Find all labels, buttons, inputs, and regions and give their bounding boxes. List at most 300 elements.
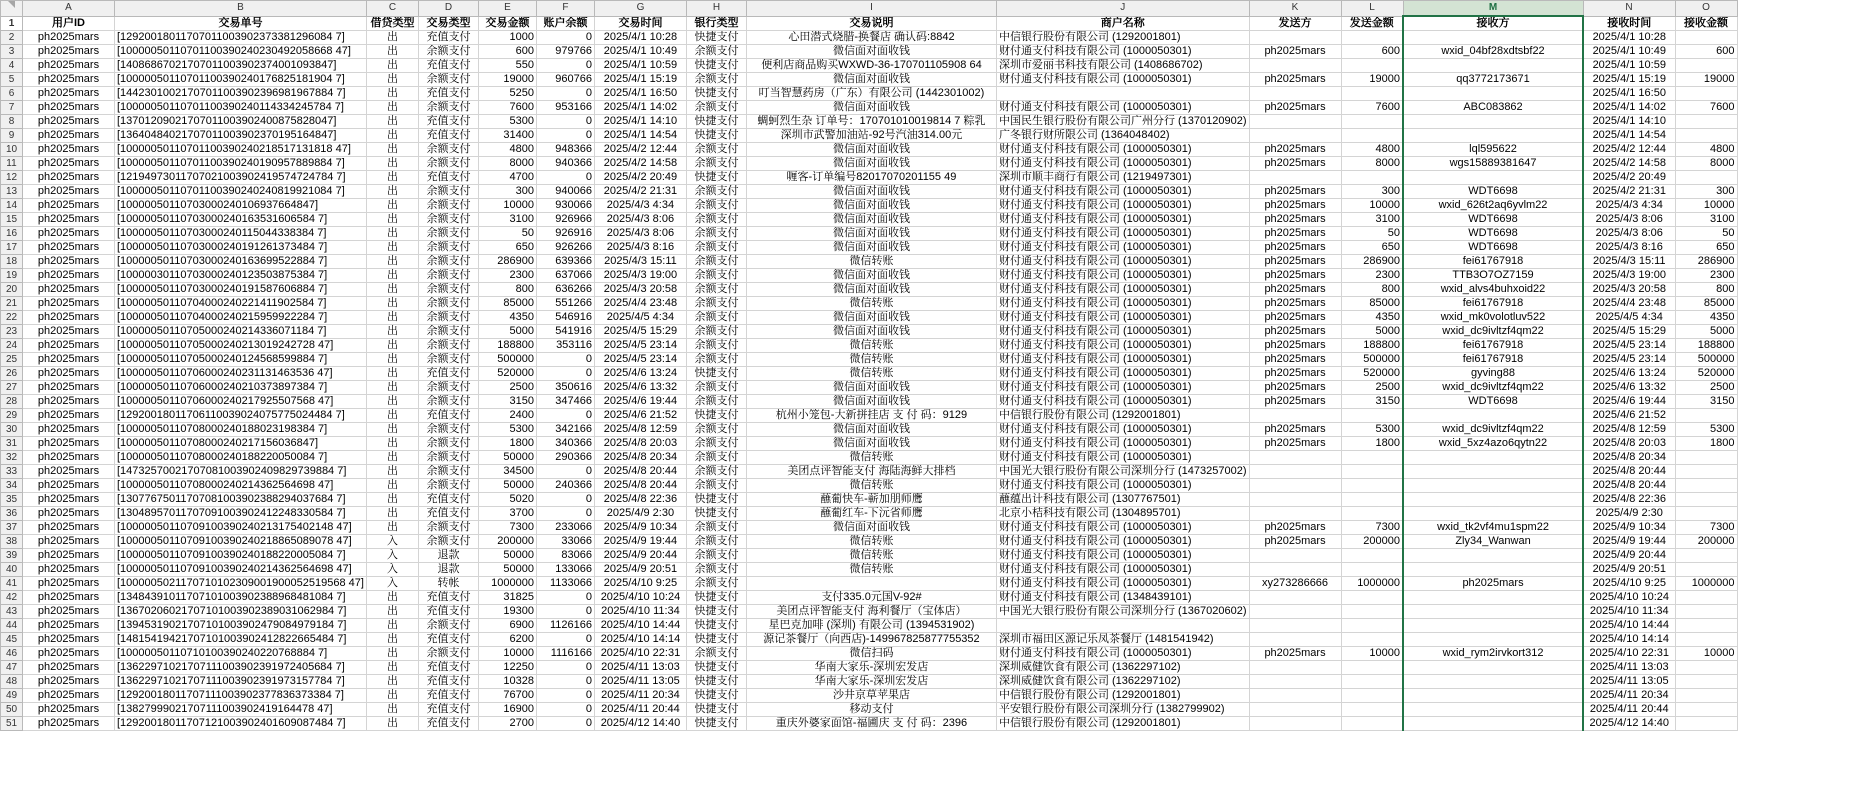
cell-k[interactable]: ph2025mars — [1249, 45, 1341, 59]
cell-b[interactable]: [10000050110705000240213019242728 47] — [115, 339, 367, 353]
cell-h[interactable]: 余额支付 — [686, 339, 746, 353]
cell-d[interactable]: 余额支付 — [418, 255, 478, 269]
cell-j[interactable]: 中国光大银行股份有限公司深圳分行 (1473257002) — [996, 465, 1249, 479]
cell-f[interactable]: 979766 — [536, 45, 594, 59]
cell-c[interactable]: 出 — [366, 199, 418, 213]
cell-a[interactable]: ph2025mars — [23, 73, 115, 87]
cell-a[interactable]: ph2025mars — [23, 689, 115, 703]
cell-c[interactable]: 出 — [366, 157, 418, 171]
cell-f[interactable]: 340366 — [536, 437, 594, 451]
row-header[interactable]: 41 — [1, 577, 23, 591]
cell-o[interactable] — [1675, 479, 1737, 493]
cell-k[interactable]: ph2025mars — [1249, 283, 1341, 297]
cell-o[interactable] — [1675, 549, 1737, 563]
row-header[interactable]: 25 — [1, 353, 23, 367]
cell-c[interactable]: 出 — [366, 479, 418, 493]
cell-d[interactable]: 充值支付 — [418, 409, 478, 423]
row-header[interactable]: 51 — [1, 717, 23, 731]
cell-k[interactable]: ph2025mars — [1249, 311, 1341, 325]
cell-m[interactable] — [1403, 31, 1583, 45]
cell-d[interactable]: 余额支付 — [418, 325, 478, 339]
cell-n[interactable]: 2025/4/5 23:14 — [1583, 339, 1675, 353]
cell-k[interactable] — [1249, 605, 1341, 619]
cell-b[interactable]: [14815419421707101003902412822665484 7] — [115, 633, 367, 647]
cell-a[interactable]: ph2025mars — [23, 199, 115, 213]
cell-e[interactable]: 5250 — [478, 87, 536, 101]
cell-a[interactable]: ph2025mars — [23, 577, 115, 591]
cell-e[interactable]: 10000 — [478, 647, 536, 661]
cell-d[interactable]: 余额支付 — [418, 73, 478, 87]
cell-h[interactable]: 快捷支付 — [686, 619, 746, 633]
cell-a[interactable]: ph2025mars — [23, 591, 115, 605]
cell-b[interactable]: [13701209021707011003902400875828047] — [115, 115, 367, 129]
table-row[interactable] — [1, 689, 1738, 703]
cell-k[interactable] — [1249, 129, 1341, 143]
cell-b[interactable]: [1000005021170710102309001900052519568 47] — [115, 577, 367, 591]
cell-a[interactable]: ph2025mars — [23, 535, 115, 549]
cell-a[interactable]: ph2025mars — [23, 143, 115, 157]
cell-e[interactable]: 200000 — [478, 535, 536, 549]
cell-d[interactable]: 充值支付 — [418, 115, 478, 129]
cell-o[interactable] — [1675, 619, 1737, 633]
cell-l[interactable] — [1341, 87, 1403, 101]
cell-f[interactable]: 0 — [536, 675, 594, 689]
cell-d[interactable]: 充值支付 — [418, 507, 478, 521]
cell-a[interactable]: ph2025mars — [23, 423, 115, 437]
cell-o[interactable]: 4350 — [1675, 311, 1737, 325]
cell-j[interactable]: 财付通支付科技有限公司 (1000050301) — [996, 325, 1249, 339]
cell-l[interactable] — [1341, 717, 1403, 731]
cell-d[interactable]: 余额支付 — [418, 101, 478, 115]
cell-h[interactable]: 余额支付 — [686, 101, 746, 115]
cell-d[interactable]: 余额支付 — [418, 199, 478, 213]
cell-h[interactable]: 余额支付 — [686, 423, 746, 437]
cell-d[interactable]: 余额支付 — [418, 339, 478, 353]
cell-d[interactable]: 余额支付 — [418, 465, 478, 479]
cell-e[interactable]: 6200 — [478, 633, 536, 647]
cell-a[interactable]: ph2025mars — [23, 395, 115, 409]
cell-a[interactable]: ph2025mars — [23, 521, 115, 535]
cell-a[interactable]: ph2025mars — [23, 283, 115, 297]
cell-j[interactable]: 财付通支付科技有限公司 (1000050301) — [996, 381, 1249, 395]
cell-g[interactable]: 2025/4/3 8:06 — [594, 213, 686, 227]
cell-h[interactable]: 余额支付 — [686, 479, 746, 493]
cell-n[interactable]: 2025/4/2 12:44 — [1583, 143, 1675, 157]
cell-l[interactable]: 3150 — [1341, 395, 1403, 409]
cell-m[interactable] — [1403, 563, 1583, 577]
cell-h[interactable]: 余额支付 — [686, 395, 746, 409]
row-header[interactable]: 5 — [1, 73, 23, 87]
cell-l[interactable]: 1000000 — [1341, 577, 1403, 591]
cell-c[interactable]: 入 — [366, 549, 418, 563]
cell-g[interactable]: 2025/4/8 20:03 — [594, 437, 686, 451]
cell-f[interactable]: 940066 — [536, 185, 594, 199]
column-header-l[interactable]: L — [1341, 1, 1403, 17]
cell-l[interactable] — [1341, 59, 1403, 73]
cell-n[interactable]: 2025/4/2 20:49 — [1583, 171, 1675, 185]
cell-j[interactable]: 财付通支付科技有限公司 (1000050301) — [996, 367, 1249, 381]
cell-a[interactable]: ph2025mars — [23, 451, 115, 465]
cell-g[interactable]: 2025/4/8 20:44 — [594, 479, 686, 493]
cell-o[interactable] — [1675, 717, 1737, 731]
cell-l[interactable]: 500000 — [1341, 353, 1403, 367]
row-header[interactable]: 26 — [1, 367, 23, 381]
cell-h[interactable]: 余额支付 — [686, 227, 746, 241]
cell-l[interactable]: 300 — [1341, 185, 1403, 199]
cell-a[interactable]: ph2025mars — [23, 619, 115, 633]
cell-h[interactable]: 快捷支付 — [686, 689, 746, 703]
cell-d[interactable]: 余额支付 — [418, 241, 478, 255]
table-row[interactable] — [1, 493, 1738, 507]
cell-b[interactable]: [10000050110705000240214336071184 7] — [115, 325, 367, 339]
cell-j[interactable]: 深圳威健饮食有限公司 (1362297102) — [996, 675, 1249, 689]
cell-o[interactable]: 1000000 — [1675, 577, 1737, 591]
cell-o[interactable]: 600 — [1675, 45, 1737, 59]
cell-j[interactable]: 财付通支付科技有限公司 (1000050301) — [996, 353, 1249, 367]
cell-f[interactable]: 953166 — [536, 101, 594, 115]
cell-b[interactable]: [10000050110703000240191261373484 7] — [115, 241, 367, 255]
cell-f[interactable]: 960766 — [536, 73, 594, 87]
cell-l[interactable]: 3100 — [1341, 213, 1403, 227]
cell-g[interactable]: 2025/4/6 13:24 — [594, 367, 686, 381]
cell-b[interactable]: [13640484021707011003902370195164847] — [115, 129, 367, 143]
cell-a[interactable]: ph2025mars — [23, 465, 115, 479]
cell-k[interactable]: ph2025mars — [1249, 213, 1341, 227]
cell-i[interactable]: 微信面对面收钱 — [746, 395, 996, 409]
cell-i[interactable]: 沙井京草苹果店 — [746, 689, 996, 703]
cell-e[interactable]: 50 — [478, 227, 536, 241]
cell-k[interactable]: ph2025mars — [1249, 437, 1341, 451]
cell-k[interactable]: ph2025mars — [1249, 535, 1341, 549]
cell-h[interactable]: 余额支付 — [686, 577, 746, 591]
cell-m[interactable] — [1403, 479, 1583, 493]
cell-f[interactable]: 0 — [536, 717, 594, 731]
cell-k[interactable] — [1249, 59, 1341, 73]
table-row[interactable] — [1, 101, 1738, 115]
cell-j[interactable]: 财付通支付科技有限公司 (1000050301) — [996, 157, 1249, 171]
cell-j[interactable]: 财付通支付科技有限公司 (1000050301) — [996, 437, 1249, 451]
cell-c[interactable]: 出 — [366, 59, 418, 73]
cell-i[interactable]: 杭州小笼包-大新拼挂店 支 付 码：9129 — [746, 409, 996, 423]
cell-g[interactable]: 2025/4/1 15:19 — [594, 73, 686, 87]
cell-a[interactable]: ph2025mars — [23, 409, 115, 423]
cell-m[interactable] — [1403, 591, 1583, 605]
cell-k[interactable] — [1249, 633, 1341, 647]
column-header-i[interactable]: I — [746, 1, 996, 17]
cell-b[interactable]: [10000050110706000240210373897384 7] — [115, 381, 367, 395]
cell-h[interactable]: 余额支付 — [686, 73, 746, 87]
cell-c[interactable]: 出 — [366, 129, 418, 143]
table-row[interactable] — [1, 353, 1738, 367]
cell-e[interactable]: 31400 — [478, 129, 536, 143]
cell-h[interactable]: 余额支付 — [686, 451, 746, 465]
cell-h[interactable]: 余额支付 — [686, 563, 746, 577]
cell-g[interactable]: 2025/4/11 20:44 — [594, 703, 686, 717]
cell-b[interactable]: [10000030110703000240123503875384 7] — [115, 269, 367, 283]
cell-e[interactable]: 50000 — [478, 451, 536, 465]
cell-d[interactable]: 充值支付 — [418, 493, 478, 507]
cell-b[interactable]: [10000050110701100390240218517131818 47] — [115, 143, 367, 157]
cell-i[interactable]: 微信面对面收钱 — [746, 283, 996, 297]
cell-m[interactable]: fei61767918 — [1403, 255, 1583, 269]
cell-g[interactable]: 2025/4/10 14:14 — [594, 633, 686, 647]
cell-d[interactable]: 充值支付 — [418, 171, 478, 185]
cell-g[interactable]: 2025/4/11 20:34 — [594, 689, 686, 703]
cell-m[interactable] — [1403, 675, 1583, 689]
cell-g[interactable]: 2025/4/5 23:14 — [594, 339, 686, 353]
cell-f[interactable]: 233066 — [536, 521, 594, 535]
table-row[interactable] — [1, 31, 1738, 45]
cell-h[interactable]: 快捷支付 — [686, 129, 746, 143]
cell-f[interactable]: 0 — [536, 87, 594, 101]
cell-n[interactable]: 2025/4/1 15:19 — [1583, 73, 1675, 87]
cell-n[interactable]: 2025/4/9 10:34 — [1583, 521, 1675, 535]
cell-i[interactable]: 微信转账 — [746, 479, 996, 493]
cell-a[interactable]: ph2025mars — [23, 171, 115, 185]
cell-a[interactable]: ph2025mars — [23, 717, 115, 731]
row-header[interactable]: 40 — [1, 563, 23, 577]
cell-i[interactable]: 微信面对面收钱 — [746, 325, 996, 339]
cell-n[interactable]: 2025/4/10 11:34 — [1583, 605, 1675, 619]
row-header[interactable]: 23 — [1, 325, 23, 339]
row-header[interactable]: 18 — [1, 255, 23, 269]
cell-o[interactable] — [1675, 675, 1737, 689]
cell-n[interactable]: 2025/4/10 14:14 — [1583, 633, 1675, 647]
row-header[interactable]: 9 — [1, 129, 23, 143]
cell-k[interactable] — [1249, 451, 1341, 465]
cell-o[interactable]: 10000 — [1675, 647, 1737, 661]
cell-f[interactable]: 353116 — [536, 339, 594, 353]
row-header[interactable]: 2 — [1, 31, 23, 45]
cell-o[interactable]: 5000 — [1675, 325, 1737, 339]
cell-d[interactable]: 余额支付 — [418, 311, 478, 325]
cell-b[interactable]: [10000050110708000240188023198384 7] — [115, 423, 367, 437]
cell-d[interactable]: 充值支付 — [418, 689, 478, 703]
cell-j[interactable]: 财付通支付科技有限公司 (1000050301) — [996, 185, 1249, 199]
cell-i[interactable]: 微信面对面收钱 — [746, 227, 996, 241]
cell-d[interactable]: 余额支付 — [418, 143, 478, 157]
cell-b[interactable]: [13077675011707081003902388294037684 7] — [115, 493, 367, 507]
cell-e[interactable]: 12250 — [478, 661, 536, 675]
cell-l[interactable] — [1341, 661, 1403, 675]
cell-k[interactable]: ph2025mars — [1249, 255, 1341, 269]
cell-m[interactable] — [1403, 115, 1583, 129]
cell-n[interactable]: 2025/4/9 2:30 — [1583, 507, 1675, 521]
cell-m[interactable]: wxid_alvs4buhxoid22 — [1403, 283, 1583, 297]
cell-c[interactable]: 出 — [366, 409, 418, 423]
row-header[interactable]: 15 — [1, 213, 23, 227]
cell-a[interactable]: ph2025mars — [23, 185, 115, 199]
column-header-j[interactable]: J — [996, 1, 1249, 17]
cell-e[interactable]: 19300 — [478, 605, 536, 619]
cell-e[interactable]: 5000 — [478, 325, 536, 339]
cell-m[interactable] — [1403, 493, 1583, 507]
cell-d[interactable]: 余额支付 — [418, 423, 478, 437]
cell-i[interactable]: 微信面对面收钱 — [746, 423, 996, 437]
cell-g[interactable]: 2025/4/9 20:51 — [594, 563, 686, 577]
cell-e[interactable]: 286900 — [478, 255, 536, 269]
cell-h[interactable]: 快捷支付 — [686, 591, 746, 605]
cell-k[interactable]: ph2025mars — [1249, 143, 1341, 157]
cell-o[interactable] — [1675, 409, 1737, 423]
cell-b[interactable]: [10000050110709100390240213175402148 47] — [115, 521, 367, 535]
cell-o[interactable]: 3100 — [1675, 213, 1737, 227]
cell-m[interactable]: fei61767918 — [1403, 353, 1583, 367]
cell-a[interactable]: ph2025mars — [23, 633, 115, 647]
cell-n[interactable]: 2025/4/8 20:34 — [1583, 451, 1675, 465]
cell-b[interactable]: [10000050110703000240191587606884 7] — [115, 283, 367, 297]
cell-j[interactable]: 深圳市福田区源记乐凤茶餐厅 (1481541942) — [996, 633, 1249, 647]
cell-i[interactable]: 支付335.0元国V-92# — [746, 591, 996, 605]
cell-f[interactable]: 290366 — [536, 451, 594, 465]
cell-b[interactable]: [10000050110704000240221411902584 7] — [115, 297, 367, 311]
table-row[interactable] — [1, 451, 1738, 465]
cell-m[interactable] — [1403, 59, 1583, 73]
cell-l[interactable]: 800 — [1341, 283, 1403, 297]
row-header[interactable]: 20 — [1, 283, 23, 297]
cell-i[interactable]: 蘸葡红车-下沅省师鹰 — [746, 507, 996, 521]
cell-j[interactable]: 财付通支付科技有限公司 (1348439101) — [996, 591, 1249, 605]
cell-b[interactable]: [10000050110703000240115044338384 7] — [115, 227, 367, 241]
table-row[interactable] — [1, 339, 1738, 353]
cell-a[interactable]: ph2025mars — [23, 59, 115, 73]
cell-a[interactable]: ph2025mars — [23, 507, 115, 521]
table-row[interactable] — [1, 325, 1738, 339]
cell-m[interactable]: WDT6698 — [1403, 213, 1583, 227]
column-header-b[interactable]: B — [115, 1, 367, 17]
cell-f[interactable]: 1133066 — [536, 577, 594, 591]
cell-l[interactable]: 4350 — [1341, 311, 1403, 325]
cell-h[interactable]: 余额支付 — [686, 199, 746, 213]
cell-c[interactable]: 出 — [366, 675, 418, 689]
row-header[interactable]: 22 — [1, 311, 23, 325]
cell-f[interactable]: 0 — [536, 703, 594, 717]
cell-a[interactable]: ph2025mars — [23, 213, 115, 227]
cell-l[interactable]: 85000 — [1341, 297, 1403, 311]
cell-b[interactable]: [10000050110705000240124568599884 7] — [115, 353, 367, 367]
cell-b[interactable]: [12194973011707021003902419574724784 7] — [115, 171, 367, 185]
cell-a[interactable]: ph2025mars — [23, 647, 115, 661]
cell-l[interactable] — [1341, 31, 1403, 45]
cell-c[interactable]: 出 — [366, 339, 418, 353]
cell-m[interactable] — [1403, 619, 1583, 633]
cell-h[interactable]: 余额支付 — [686, 521, 746, 535]
cell-g[interactable]: 2025/4/9 2:30 — [594, 507, 686, 521]
cell-l[interactable] — [1341, 549, 1403, 563]
cell-j[interactable]: 中信银行股份有限公司 (1292001801) — [996, 409, 1249, 423]
cell-j[interactable]: 财付通支付科技有限公司 (1000050301) — [996, 563, 1249, 577]
cell-i[interactable]: 微信面对面收钱 — [746, 143, 996, 157]
cell-m[interactable] — [1403, 465, 1583, 479]
cell-n[interactable]: 2025/4/3 20:58 — [1583, 283, 1675, 297]
cell-c[interactable]: 出 — [366, 269, 418, 283]
cell-g[interactable]: 2025/4/3 20:58 — [594, 283, 686, 297]
cell-m[interactable]: fei61767918 — [1403, 339, 1583, 353]
row-header[interactable]: 34 — [1, 479, 23, 493]
cell-k[interactable] — [1249, 31, 1341, 45]
cell-a[interactable]: ph2025mars — [23, 339, 115, 353]
cell-b[interactable]: [10000050110706000240231131463536 47] — [115, 367, 367, 381]
cell-m[interactable]: TTB3O7OZ7159 — [1403, 269, 1583, 283]
cell-o[interactable]: 2500 — [1675, 381, 1737, 395]
cell-c[interactable]: 出 — [366, 395, 418, 409]
cell-n[interactable]: 2025/4/11 13:03 — [1583, 661, 1675, 675]
cell-g[interactable]: 2025/4/6 21:52 — [594, 409, 686, 423]
cell-o[interactable] — [1675, 451, 1737, 465]
cell-j[interactable]: 财付通支付科技有限公司 (1000050301) — [996, 101, 1249, 115]
cell-m[interactable] — [1403, 451, 1583, 465]
cell-m[interactable]: wgs15889381647 — [1403, 157, 1583, 171]
cell-c[interactable]: 出 — [366, 31, 418, 45]
cell-l[interactable] — [1341, 563, 1403, 577]
row-header[interactable]: 30 — [1, 423, 23, 437]
cell-c[interactable]: 出 — [366, 283, 418, 297]
cell-b[interactable]: [12920018011707121003902401609087484 7] — [115, 717, 367, 731]
cell-i[interactable]: 微信转账 — [746, 563, 996, 577]
cell-i[interactable]: 华南大家乐-深圳宏发店 — [746, 661, 996, 675]
cell-o[interactable]: 5300 — [1675, 423, 1737, 437]
cell-c[interactable]: 出 — [366, 647, 418, 661]
table-row[interactable] — [1, 633, 1738, 647]
cell-j[interactable]: 财付通支付科技有限公司 (1000050301) — [996, 297, 1249, 311]
cell-g[interactable]: 2025/4/1 16:50 — [594, 87, 686, 101]
cell-h[interactable]: 快捷支付 — [686, 59, 746, 73]
table-row[interactable] — [1, 59, 1738, 73]
cell-n[interactable]: 2025/4/3 8:06 — [1583, 227, 1675, 241]
cell-i[interactable]: 源记茶餐厅（向西店)-149967825877755352 — [746, 633, 996, 647]
cell-j[interactable]: 财付通支付科技有限公司 (1000050301) — [996, 479, 1249, 493]
cell-l[interactable]: 10000 — [1341, 647, 1403, 661]
cell-o[interactable] — [1675, 465, 1737, 479]
cell-m[interactable]: ABC083862 — [1403, 101, 1583, 115]
row-header[interactable]: 37 — [1, 521, 23, 535]
cell-k[interactable] — [1249, 465, 1341, 479]
cell-j[interactable]: 财付通支付科技有限公司 (1000050301) — [996, 423, 1249, 437]
cell-c[interactable]: 出 — [366, 115, 418, 129]
cell-a[interactable]: ph2025mars — [23, 227, 115, 241]
cell-e[interactable]: 5020 — [478, 493, 536, 507]
row-header[interactable]: 21 — [1, 297, 23, 311]
cell-e[interactable]: 10328 — [478, 675, 536, 689]
cell-f[interactable]: 948366 — [536, 143, 594, 157]
cell-a[interactable]: ph2025mars — [23, 549, 115, 563]
cell-l[interactable] — [1341, 605, 1403, 619]
cell-b[interactable]: [10000050110701100390240240819921084 7] — [115, 185, 367, 199]
cell-n[interactable]: 2025/4/5 4:34 — [1583, 311, 1675, 325]
cell-e[interactable]: 7300 — [478, 521, 536, 535]
row-header-1[interactable]: 1 — [1, 16, 23, 31]
cell-h[interactable]: 余额支付 — [686, 381, 746, 395]
cell-f[interactable]: 0 — [536, 59, 594, 73]
cell-l[interactable]: 50 — [1341, 227, 1403, 241]
cell-f[interactable]: 546916 — [536, 311, 594, 325]
cell-o[interactable] — [1675, 563, 1737, 577]
cell-m[interactable] — [1403, 633, 1583, 647]
cell-j[interactable]: 财付通支付科技有限公司 (1000050301) — [996, 73, 1249, 87]
cell-j[interactable]: 中信银行股份有限公司 (1292001801) — [996, 717, 1249, 731]
cell-e[interactable]: 19000 — [478, 73, 536, 87]
cell-e[interactable]: 3100 — [478, 213, 536, 227]
cell-l[interactable]: 200000 — [1341, 535, 1403, 549]
cell-j[interactable]: 财付通支付科技有限公司 (1000050301) — [996, 143, 1249, 157]
cell-n[interactable]: 2025/4/8 20:44 — [1583, 465, 1675, 479]
cell-n[interactable]: 2025/4/3 4:34 — [1583, 199, 1675, 213]
cell-k[interactable]: ph2025mars — [1249, 325, 1341, 339]
cell-a[interactable]: ph2025mars — [23, 675, 115, 689]
cell-i[interactable]: 微信面对面收钱 — [746, 521, 996, 535]
cell-m[interactable] — [1403, 703, 1583, 717]
cell-i[interactable]: 微信面对面收钱 — [746, 381, 996, 395]
